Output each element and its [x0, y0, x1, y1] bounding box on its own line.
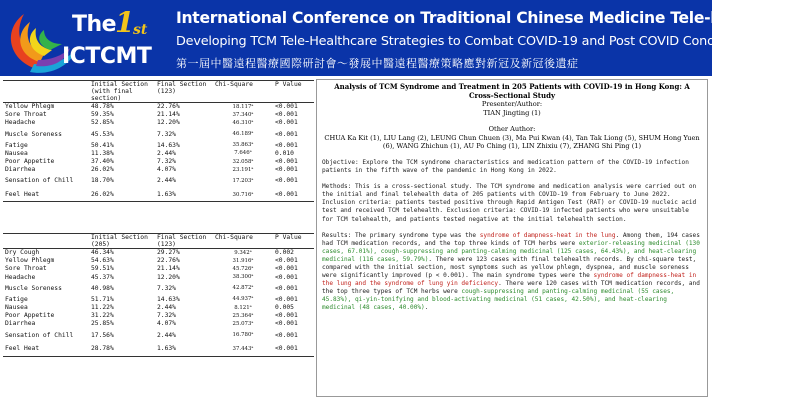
value-cell: 14.63% [157, 141, 180, 149]
highlight-herbs: cough-suppressing and panting-calming medicinal (55 cases, 45.83%), qi-yin-tonifying and blood-activating medicinal (51 cases, 42.50%), and heat-clearing medicinal (48 cases, 40.00%) [322, 288, 675, 312]
symptom-cell: Muscle Soreness [5, 130, 62, 138]
logo-ordinal-suffix: st [133, 22, 148, 38]
table-row [3, 273, 314, 281]
results-text: . Among them, 194 cases had TCM medication records, and the top three kinds of TCM herbs were [322, 231, 700, 247]
symptom-cell: Sensation of Chill [5, 177, 74, 185]
table-header-row [3, 81, 314, 103]
value-cell: <0.001 [275, 257, 298, 265]
table-row [3, 342, 314, 356]
value-cell: 59.51% [91, 265, 114, 273]
value-cell: 2.44% [157, 304, 176, 312]
symptom-cell: Nausea [5, 304, 28, 312]
header-cell: Final Section (123) [157, 81, 207, 95]
header-cell: P Value [275, 81, 302, 88]
value-cell: 37.40% [91, 158, 114, 166]
value-cell: <0.001 [275, 119, 298, 127]
value-cell: 28.78% [91, 345, 114, 353]
value-cell: <0.001 [275, 158, 298, 166]
table-row [3, 249, 314, 257]
chi-square-cell: 8.121ᵃ [234, 304, 252, 311]
table-header-row [3, 234, 314, 249]
objective-paragraph: Objective: Explore the TCM syndrome characteristics and medication pattern of the COVID-19 infection patients in the fifth wave of the pandemic in Hong Kong in 2022. [322, 158, 689, 175]
symptom-table-with-final [3, 80, 314, 202]
value-cell: 22.76% [157, 103, 180, 111]
value-cell: <0.001 [275, 177, 298, 185]
presenter-name: TIAN Jingting (1) [483, 108, 541, 117]
chi-square-cell: 7.646ᵃ [234, 150, 252, 157]
value-cell: 59.35% [91, 111, 114, 119]
value-cell: 11.38% [91, 149, 114, 157]
table-row [3, 111, 314, 119]
symptom-cell: Sore Throat [5, 265, 47, 273]
value-cell: 14.63% [157, 295, 180, 303]
abstract-title: Analysis of TCM Syndrome and Treatment in 205 Patients with COVID-19 in Hong Kong: A Cross-Sectional Study [334, 82, 690, 100]
value-cell: 11.22% [91, 304, 114, 312]
header-cell: Initial Section (205) [91, 234, 148, 248]
value-cell: <0.001 [275, 166, 298, 174]
results-paragraph [322, 232, 702, 313]
value-cell: 17.56% [91, 331, 114, 339]
value-cell: 46.34% [91, 249, 114, 257]
value-cell: 29.27% [157, 249, 180, 257]
chi-square-cell: 16.780ᵃ [232, 332, 254, 338]
value-cell: 25.85% [91, 320, 114, 328]
chi-square-cell: 18.117ᵃ [232, 103, 254, 110]
symptom-cell: Headache [5, 119, 36, 127]
results-text: . There were 120 cases with TCM medication records, and the top three types of TCM herbs were [322, 280, 700, 296]
value-cell: 1.63% [157, 345, 176, 353]
presenter-label: Presenter/Author: [481, 100, 543, 108]
value-cell: 51.71% [91, 295, 114, 303]
value-cell: 26.02% [91, 191, 114, 199]
header-cell [3, 234, 89, 249]
conference-banner [0, 0, 801, 76]
header-cell: Initial Section (with final section) [91, 81, 148, 102]
table-row [3, 157, 314, 165]
value-cell: 26.02% [91, 166, 114, 174]
table-row [3, 103, 314, 111]
value-cell: 0.005 [275, 304, 294, 312]
value-cell: <0.001 [275, 141, 298, 149]
value-cell: 52.85% [91, 119, 114, 127]
value-cell: 12.20% [157, 119, 180, 127]
chi-square-cell: 46.310ᵃ [232, 119, 254, 126]
value-cell: 45.53% [91, 130, 114, 138]
value-cell: <0.001 [275, 265, 298, 273]
symptom-cell: Fatige [5, 141, 28, 149]
table-row [3, 312, 314, 320]
value-cell: <0.001 [275, 284, 298, 292]
value-cell: <0.001 [275, 130, 298, 138]
value-cell: 2.44% [157, 177, 176, 185]
table-row [3, 257, 314, 265]
symptom-cell: Muscle Soreness [5, 284, 62, 292]
highlight-syndrome: syndrome of dampness-heat in the lung [479, 231, 616, 239]
symptom-cell: Sensation of Chill [5, 331, 74, 339]
results-text: . There were 123 cases with final telehealth records. By chi-square test, compared with the initial section, most symptoms such as yellow phlegm, dyspnea, and muscle soreness were significantly improved (p < 0.001). The main syndrome types were the [322, 255, 697, 280]
table-row [3, 141, 314, 149]
symptom-cell: Dry Cough [5, 249, 40, 257]
table-row [3, 265, 314, 273]
value-cell: 4.07% [157, 166, 176, 174]
value-cell: 2.44% [157, 149, 176, 157]
table-row [3, 303, 314, 311]
symptom-cell: Diarrhea [5, 166, 36, 174]
table-row [3, 281, 314, 295]
chi-square-cell: 17.203ᵃ [232, 177, 254, 184]
chi-square-cell: 31.916ᵃ [232, 257, 254, 264]
chi-square-cell: 45.726ᵃ [232, 265, 254, 272]
chi-square-cell: 23.191ᵃ [232, 166, 254, 173]
value-cell: <0.001 [275, 312, 298, 320]
results-text: . [424, 304, 429, 312]
header-cell: Final Section (123) [157, 234, 207, 248]
ictcmt-logo [0, 0, 170, 76]
value-cell: 0.002 [275, 249, 294, 257]
other-authors: CHUA Ka Kit (1), LIU Lang (2), LEUNG Chun Chuen (3), Ma Pui Kwan (4), Tan Tak Liong (5), SHUM Hong Yuen (6), WANG Zhichun (1), AU Po Ching (1), LIN Zhixiu (7), ZHANG Shi Ping (1) [324, 133, 700, 151]
symptom-cell: Yellow Phlegm [5, 257, 55, 265]
header-cell: Chi-Square [215, 81, 253, 88]
value-cell: <0.001 [275, 103, 298, 111]
chi-square-cell: 25.073ᵃ [232, 320, 254, 327]
methods-paragraph: Methods: This is a cross-sectional study. The TCM syndrome and medication analysis were carried out on the initial and final telehealth data of 205 patients with COVID-19 from February to June 2022. Inclusion criteria: patients tested positive through Rapid Antigen Test (RAT) or COVID-19 nucleic acid test and received TCM telehealth. Exclusion criteria: COVID-19 infected patients who were unsuitable for TCM telehealth, and patients tested negative at the initial telehealth section. [322, 183, 697, 223]
value-cell: <0.001 [275, 111, 298, 119]
abstract-panel [316, 79, 708, 397]
conference-title: International Conference on Traditional Chinese Medicine Tele-healthcare [176, 9, 801, 27]
value-cell: 31.22% [91, 312, 114, 320]
symptom-cell: Feel Heat [5, 345, 40, 353]
symptom-cell: Sore Throat [5, 111, 47, 119]
table-row [3, 127, 314, 141]
table-row [3, 119, 314, 127]
symptom-cell: Diarrhea [5, 320, 36, 328]
value-cell: 7.32% [157, 130, 176, 138]
table-row [3, 188, 314, 202]
value-cell: 21.14% [157, 111, 180, 119]
value-cell: <0.001 [275, 320, 298, 328]
value-cell: <0.001 [275, 331, 298, 339]
highlight-syndrome: syndrome of dampness-heat in the lung and the syndrome of lung yin deficiency [322, 272, 697, 288]
value-cell: 18.70% [91, 177, 114, 185]
chi-square-cell: 38.300ᵃ [232, 274, 254, 281]
symptom-cell: Headache [5, 273, 36, 281]
symptom-cell: Yellow Phlegm [5, 103, 55, 111]
other-author-label: Other Author: [488, 125, 536, 134]
header-cell: Chi-Square [215, 234, 253, 241]
value-cell: 4.07% [157, 320, 176, 328]
value-cell: 22.76% [157, 257, 180, 265]
value-cell: 21.14% [157, 265, 180, 273]
value-cell: 7.32% [157, 284, 176, 292]
logo-acronym: ICTCMT [62, 44, 152, 69]
chi-square-cell: 42.872ᵃ [232, 285, 254, 292]
symptom-table-all-initial [3, 233, 314, 357]
conference-chinese-title: 第一屆中醫遠程醫療國際研討會～發展中醫遠程醫療策略應對新冠及新冠後遺症 [176, 57, 579, 70]
chi-square-cell: 25.364ᵃ [232, 312, 254, 319]
symptom-cell: Fatige [5, 295, 28, 303]
chi-square-cell: 9.342ᵃ [234, 249, 252, 256]
value-cell: 12.20% [157, 273, 180, 281]
table-row [3, 149, 314, 157]
value-cell: 0.010 [275, 149, 294, 157]
symptom-cell: Poor Appetite [5, 312, 55, 320]
chi-square-cell: 37.340ᵃ [232, 111, 254, 118]
chi-square-cell: 32.058ᵃ [232, 158, 254, 165]
value-cell: <0.001 [275, 345, 298, 353]
value-cell: 7.32% [157, 158, 176, 166]
table-row [3, 174, 314, 188]
value-cell: 50.41% [91, 141, 114, 149]
value-cell: <0.001 [275, 191, 298, 199]
value-cell: 45.37% [91, 273, 114, 281]
symptom-cell: Poor Appetite [5, 158, 55, 166]
logo-the-text: The [72, 12, 117, 37]
chi-square-cell: 37.443ᵃ [232, 345, 254, 352]
table-row [3, 295, 314, 303]
symptom-cell: Nausea [5, 149, 28, 157]
chi-square-cell: 30.716ᵃ [232, 191, 254, 198]
chi-square-cell: 46.189ᵃ [232, 131, 254, 138]
value-cell: 54.63% [91, 257, 114, 265]
value-cell: <0.001 [275, 273, 298, 281]
value-cell: 1.63% [157, 191, 176, 199]
value-cell: 48.78% [91, 103, 114, 111]
header-cell [3, 81, 89, 103]
chi-square-cell: 35.863ᵃ [232, 142, 254, 149]
logo-ordinal-number: 1 [115, 6, 135, 39]
table-row [3, 320, 314, 328]
conference-subtitle: Developing TCM Tele-Healthcare Strategies to Combat COVID-19 and Post COVID Conditions [176, 34, 749, 49]
chi-square-cell: 44.937ᵃ [232, 296, 254, 303]
header-cell: P Value [275, 234, 302, 241]
results-text: Results: The primary syndrome type was the [322, 231, 480, 239]
value-cell: 7.32% [157, 312, 176, 320]
symptom-cell: Feel Heat [5, 191, 40, 199]
value-cell: 40.98% [91, 284, 114, 292]
value-cell: <0.001 [275, 295, 298, 303]
highlight-herbs: exterior-releasing medicinal (130 cases, 67.01%), cough-suppressing and panting-calming medicinal (125 cases, 64.43%), and heat-clearing medicinal (116 cases, 59.79%) [322, 239, 700, 263]
value-cell: 2.44% [157, 331, 176, 339]
table-row [3, 328, 314, 342]
table-row [3, 166, 314, 174]
